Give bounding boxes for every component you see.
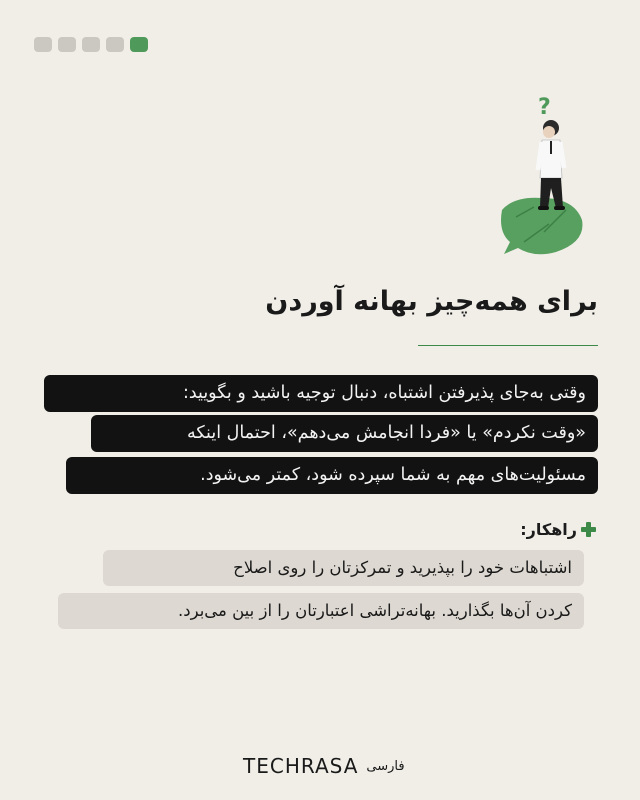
progress-dot	[106, 37, 124, 52]
solution-label: راهکار:	[520, 520, 577, 539]
solution-heading	[520, 520, 596, 539]
brand-name: TECHRASA	[243, 754, 359, 778]
progress-dot	[58, 37, 76, 52]
title-divider	[418, 345, 598, 346]
solution-line: کردن آن‌ها بگذارید. بهانه‌تراشی اعتبارتان را از بین می‌برد.	[58, 593, 584, 629]
progress-dot	[82, 37, 100, 52]
body-line: وقتی به‌جای پذیرفتن اشتباه، دنبال توجیه باشید و بگویید:	[44, 375, 598, 412]
page-title: برای همه‌چیز بهانه آوردن	[265, 286, 598, 317]
progress-indicator	[34, 37, 148, 52]
progress-dot-active	[130, 37, 148, 52]
brand-language: فارسی	[366, 758, 405, 774]
svg-text:?: ?	[538, 95, 551, 120]
brand-logo	[243, 754, 405, 778]
body-line: «وقت نکردم» یا «فردا انجامش می‌دهم»، احتمال اینکه	[91, 415, 598, 452]
body-line: مسئولیت‌های مهم به شما سپرده شود، کمتر می‌شود.	[66, 457, 598, 494]
progress-dot	[34, 37, 52, 52]
solution-line: اشتباهات خود را بپذیرید و تمرکزتان را روی اصلاح	[103, 550, 584, 586]
plus-icon	[581, 522, 596, 537]
confused-boy-illustration	[494, 92, 594, 262]
